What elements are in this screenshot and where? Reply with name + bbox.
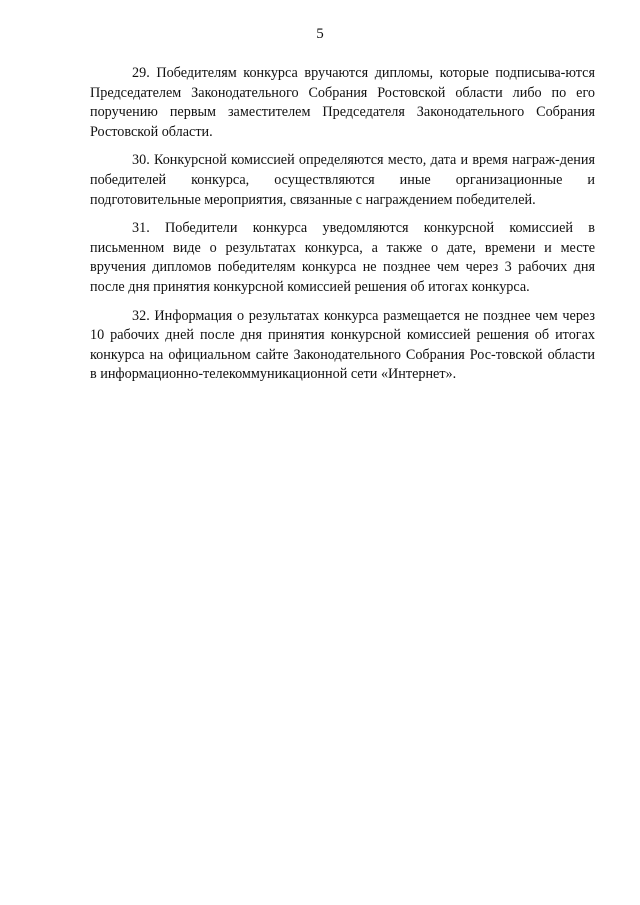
document-body <box>90 64 595 394</box>
paragraph-32: 32. Информация о результатах конкурса размещается не позднее чем через 10 рабочих дней после дня принятия конкурсной комиссией решения об итогах конкурса на официальном сайте Законодательного Собрания Рос-товской области в информационно-телекоммуникационной сети «Интернет». <box>90 307 595 383</box>
page-number: 5 <box>316 26 324 42</box>
paragraph-30: 30. Конкурсной комиссией определяются место, дата и время награж-дения победителей конкурса, осуществляются иные организационные и подготовительные мероприятия, связанные с награждением победителей. <box>90 152 595 208</box>
paragraph-29: 29. Победителям конкурса вручаются дипломы, которые подписыва-ются Председателем Законодательного Собрания Ростовской области либо по его поручению первым заместителем Председателя Законодательного Собрания Ростовской области. <box>90 65 595 140</box>
paragraph-31: 31. Победители конкурса уведомляются конкурсной комиссией в письменном виде о результатах конкурса, а также о дате, времени и месте вручения дипломов победителям конкурса не позднее чем через 3 рабочих дня после дня принятия конкурсной комиссией решения об итогах конкурса. <box>90 220 595 295</box>
